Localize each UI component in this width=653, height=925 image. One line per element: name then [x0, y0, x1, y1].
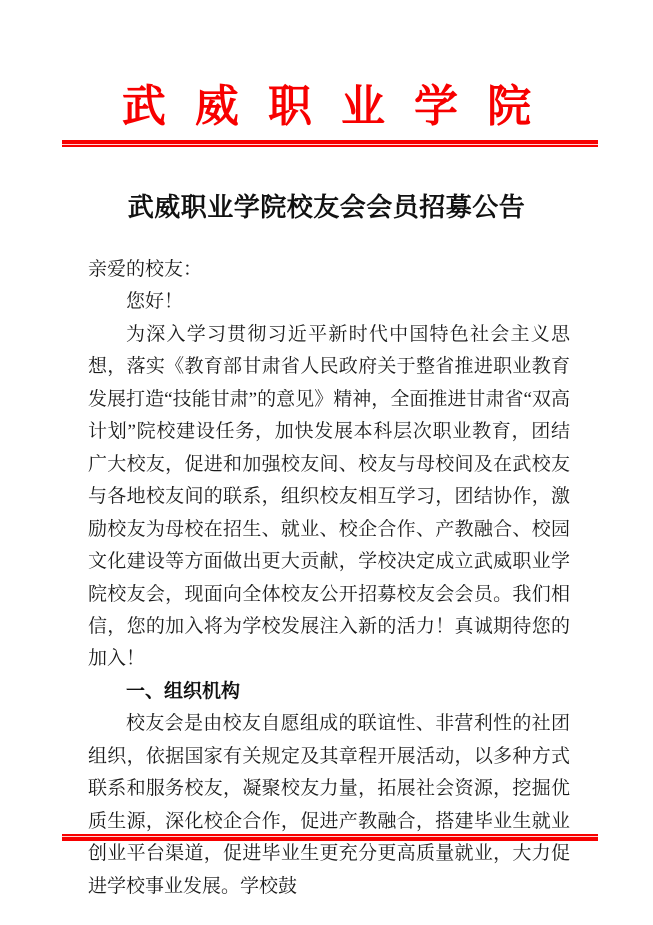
rule-thin-line: [62, 145, 598, 147]
rule-thick-line: [62, 837, 598, 841]
letterhead-double-rule: [62, 140, 598, 147]
section-heading-organization: 一、组织机构: [126, 680, 241, 702]
organization-paragraph: 校友会是由校友自愿组成的联谊性、非营利性的社团组织，依据国家有关规定及其章程开展活动，以多种方式联系和服务校友，凝聚校友力量，拓展社会资源，挖掘优质生源，深化校企合作，促进产教融合，搭建毕业生就业创业平台渠道，促进毕业生更充分更高质量就业，大力促进学校事业发展。学校鼓: [88, 713, 570, 897]
intro-paragraph: 为深入学习贯彻习近平新时代中国特色社会主义思想，落实《教育部甘肃省人民政府关于整省推进职业教育发展打造“技能甘肃”的意见》精神，全面推进甘肃省“双高计划”院校建设任务，加快发展本科层次职业教育，团结广大校友，促进和加强校友间、校友与母校间及在武校友与各地校友间的联系，组织校友相互学习，团结协作，激励校友为母校在招生、就业、校企合作、产教融合、校园文化建设等方面做出更大贡献，学校决定成立武威职业学院校友会，现面向全体校友公开招募校友会会员。我们相信，您的加入将为学校发展注入新的活力！真诚期待您的加入！: [88, 323, 570, 670]
salutation: 亲爱的校友：: [88, 259, 203, 280]
document-body: [88, 254, 570, 903]
footer-double-rule: [62, 834, 598, 841]
document-title: 武威职业学院校友会会员招募公告: [127, 193, 526, 222]
letterhead-org-name: 武威职业学院: [121, 82, 561, 131]
greeting-paragraph: 您好！: [126, 291, 184, 313]
